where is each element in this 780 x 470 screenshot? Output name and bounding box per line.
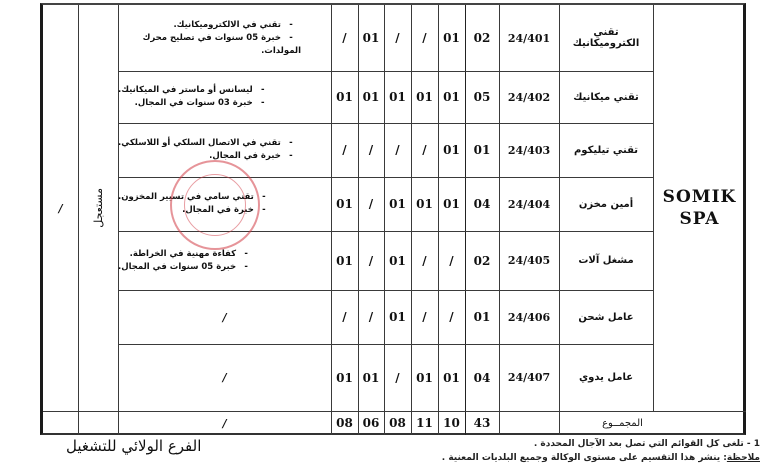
total-cell: 04 [473,370,491,385]
total-cell: 05 [473,90,491,104]
offer-code: 24/401 [507,31,551,45]
count-cell: / [422,143,427,157]
note-2 [442,451,760,465]
total-count-cell: 08 [336,416,353,430]
job-title: أمين مخزن [578,198,634,210]
requirements-cell [118,231,331,290]
requirements-cell [118,177,331,231]
total-cell: 02 [473,31,491,45]
total-cell: 02 [473,253,491,268]
count-cell: / [342,310,347,324]
note-1: 1 - تلغى كل القوائم التي تصل بعد الآجال المحددة . [533,439,760,449]
requirement-item: - خبرة 05 سنوات في تصليح محرك المولدات. [118,32,301,58]
count-cell: / [395,143,400,157]
offer-code: 24/404 [507,197,551,211]
total-count-cell: 08 [389,416,406,430]
count-cell: / [422,253,427,268]
total-count-cell: 10 [443,416,460,430]
count-cell: / [449,253,454,268]
total-count-cell: 06 [362,416,380,430]
job-title: تقني ميكانيك [573,91,639,103]
company-name [653,5,746,411]
job-title: تقني تيليكوم [573,144,639,156]
count-cell: / [368,143,374,157]
job-title: تقني الكتروميكانيك [572,27,640,49]
offer-code: 24/402 [507,90,551,104]
count-cell: / [342,143,347,157]
count-cell: 01 [443,197,460,211]
count-cell: / [422,31,427,45]
count-cell: 01 [336,197,353,211]
count-cell: 01 [362,90,380,104]
requirement-item: - خبرة 05 سنوات في المجال. [118,261,256,274]
requirements-cell [118,123,331,177]
count-cell: / [342,31,347,45]
count-cell: / [395,370,400,385]
totals-label: المجمــوع [602,417,643,429]
requirement-item: - خبرة في المجال. [118,204,274,217]
offer-code: 24/407 [507,371,551,384]
requirement-item: - تقني سامي في تسيير المخزون. [118,191,274,204]
note-2-label: ملاحظة [726,453,760,463]
urgency-label: مستعجل [91,188,105,228]
offer-code: 24/403 [507,143,551,157]
total-cell: 04 [473,197,491,211]
count-cell: / [449,310,454,324]
job-title: عامل يدوي [578,372,634,383]
offer-code: 24/406 [507,310,551,324]
requirements-cell: / [222,310,227,324]
company-line2: SPA [679,209,720,229]
urgency-cell [78,5,118,411]
requirements-cell: / [222,371,227,384]
count-cell: / [368,253,374,268]
count-cell: 01 [443,90,460,104]
count-cell: 01 [443,31,460,45]
count-cell: 01 [443,370,460,385]
count-cell: / [395,31,400,45]
total-cell: 01 [473,143,491,157]
requirements-cell [118,71,331,123]
totals-requirements: / [222,416,227,430]
grand-total-cell: 43 [473,416,491,430]
count-cell: 01 [443,143,460,157]
job-title: عامل شحن [578,311,634,323]
count-cell: 01 [416,90,433,104]
count-cell: 01 [389,253,406,268]
requirement-item: - خبرة 03 سنوات في المجال. [118,97,273,110]
extra-column-value: / [58,201,63,215]
count-cell: / [368,197,374,211]
total-cell: 01 [473,310,491,324]
requirement-item: - تقني في الالكتروميكانيك. [118,19,301,32]
requirement-item: - كفاءة مهنية في الخراطة. [118,248,256,261]
requirement-item: - ليسانس أو ماستر في الميكانيك. [118,84,273,97]
count-cell: 01 [336,370,353,385]
count-cell: / [368,310,374,324]
job-title: مشغل آلات [578,255,634,266]
requirements-cell [118,5,331,71]
signature-label: الفرع الولائي للتشغيل [66,437,202,455]
requirement-item: - تقني في الاتصال السلكي أو اللاسلكي. [118,137,301,150]
requirement-item: - خبرة في المجال. [118,150,301,163]
note-2-text: : ينشر هذا التقسيم على مستوى الوكالة وجميع البلديات المعنية . [441,453,727,463]
footer-notes [442,437,760,465]
count-cell: 01 [336,253,353,268]
company-line1: SOMIK [662,187,737,207]
count-cell: 01 [362,370,380,385]
job-offers-table [40,3,746,435]
count-cell: 01 [389,197,406,211]
count-cell: 01 [389,90,406,104]
count-cell: 01 [362,31,380,45]
count-cell: / [422,310,427,324]
count-cell: 01 [416,370,433,385]
offer-code: 24/405 [507,254,551,267]
total-count-cell: 11 [416,416,433,430]
count-cell: 01 [336,90,353,104]
count-cell: 01 [389,310,406,324]
count-cell: 01 [416,197,433,211]
